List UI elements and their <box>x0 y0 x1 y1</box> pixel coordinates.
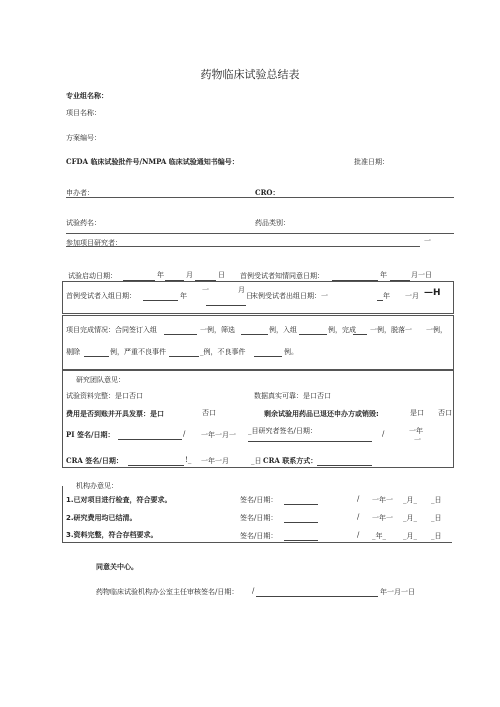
page-title: 药物临床试验总结表 <box>200 68 300 81</box>
last-exit-label: 末例受试者出组日期：一 <box>251 292 328 300</box>
first-enroll-day: 日 <box>246 292 253 300</box>
project-name-label: 项目名称： <box>66 109 101 117</box>
fee-no: 否口 <box>202 409 216 417</box>
first-enroll-blank <box>143 300 178 301</box>
plan-no-label: 方案编号： <box>66 134 101 142</box>
group-label: 专业组名称： <box>66 92 108 100</box>
last-exit-md: 一月 <box>405 292 419 300</box>
first-enroll-year: 年 <box>180 292 187 300</box>
data-real: 数据真实可靠：是口否口 <box>254 392 331 400</box>
director-date: 年一月一日 <box>380 588 415 596</box>
sponsor-underline <box>66 197 454 198</box>
director-sign-label: 药物临床试验机构办公室主任审核签名/日期： <box>96 588 239 596</box>
researcher-dash: 一 <box>414 436 421 444</box>
last-exit-year: 年 <box>383 292 390 300</box>
agree-close: 同意关中心。 <box>96 563 138 571</box>
remaining-drug: 剩余试验用药品已退还申办方或销毁: <box>264 410 379 418</box>
completion-line2-b: 例，严重不良事件 <box>110 348 166 356</box>
completion-box <box>62 315 454 370</box>
institution-slash-2: / <box>357 513 360 521</box>
cfda-label: CFDA 临床试验批件号/NMPA 临床试验通知书编号： <box>66 157 239 166</box>
exclude-blank <box>84 356 109 357</box>
institution-left-border <box>62 486 63 542</box>
first-enroll-month: 月 <box>238 286 245 294</box>
institution-item-2: 2.研究费用均已结清。 <box>66 514 137 522</box>
researcher-sign-label: _目研究者签名/日期： <box>248 427 317 435</box>
completion-line1-c: 例，入组 <box>269 326 297 334</box>
completion-line2-a: 剔除 <box>66 348 80 356</box>
contract-blank <box>164 334 197 335</box>
completion-line1-e: 一例，脱落一 <box>370 326 412 334</box>
cra-contact-label: CRA 联系方式： <box>263 456 318 465</box>
pi-sign-label: PI 签名/日期： <box>66 430 115 439</box>
institution-item-1: 1.已对项目进行检查，符合要求。 <box>66 496 172 504</box>
institution-title: 机构办意见： <box>76 482 118 490</box>
completion-line1-a: 项目完成情况：合同签订入组 <box>66 326 157 334</box>
researcher-slash: / <box>382 430 385 438</box>
cra-date: 一年一月 <box>201 457 229 465</box>
institution-year-3: _年_ <box>372 532 386 540</box>
pi-sign-blank <box>118 439 182 440</box>
drug-name-label: 试验药名： <box>66 219 101 227</box>
cra-day: _日 <box>251 457 262 465</box>
start-month: 月 <box>186 271 193 279</box>
sponsor-label: 申办者： <box>66 189 94 197</box>
cro-label: CRO： <box>255 188 280 197</box>
institution-item-3: 3.资料完整，符合存档要求。 <box>66 531 158 539</box>
first-enroll-dash: 一 <box>202 286 209 294</box>
first-consent-label: 首例受试者知情同意日期： <box>240 272 324 280</box>
institution-day-3: _日 <box>431 532 442 540</box>
researchers-tail: 一 <box>424 237 431 245</box>
institution-slash-3: / <box>357 531 360 539</box>
institution-slash-1: / <box>357 495 360 503</box>
director-slash: / <box>252 587 255 595</box>
researchers-label: 参加项目研究者： <box>66 239 122 247</box>
sae-blank <box>169 356 199 357</box>
researcher-year: 一年 <box>409 427 423 435</box>
first-consent-year: 年 <box>380 271 387 279</box>
complete-blank <box>353 334 367 335</box>
pi-slash: / <box>183 430 186 438</box>
remaining-no: 否口 <box>438 409 452 417</box>
start-year: 年 <box>157 271 164 279</box>
cra-sign-label: CRA 签名/日期： <box>66 456 123 465</box>
approval-date-label: 批准日期： <box>354 158 389 166</box>
ae-blank <box>254 356 282 357</box>
data-complete: 试验资料完整：是口否口 <box>66 392 143 400</box>
first-consent-md: 月一日 <box>411 271 432 279</box>
cra-mark: !_ <box>185 456 192 464</box>
institution-sign-1: 签名/日期： <box>240 496 278 504</box>
enroll-blank <box>299 334 327 335</box>
institution-month-3: _月_ <box>403 532 417 540</box>
start-date-label: 试验启动日期： <box>68 272 117 280</box>
director-sign-blank <box>256 596 378 597</box>
fee-settled: 费用是否到账并开具发票：是口 <box>66 410 164 418</box>
institution-sign-3: 签名/日期： <box>240 532 278 540</box>
institution-year-1: 一年一 <box>372 496 393 504</box>
completion-line2-d: 例。 <box>284 348 298 356</box>
institution-sign-blank-1 <box>284 504 318 505</box>
cra-contact-blank <box>317 465 372 466</box>
remaining-yes: 是口 <box>410 409 424 417</box>
drug-type-label: 药品类别： <box>255 219 290 227</box>
start-day: 日 <box>218 271 225 279</box>
institution-bottom-line <box>62 542 452 543</box>
completion-line1-d: 例，完成 <box>328 326 356 334</box>
institution-month-1: _月_ <box>403 496 417 504</box>
completion-line1-b: 一例，筛选 <box>200 326 235 334</box>
researchers-underline <box>66 246 420 247</box>
institution-sign-2: 签名/日期： <box>240 514 278 522</box>
team-title: 研究团队意见： <box>76 376 125 384</box>
drug-underline <box>66 233 454 234</box>
institution-day-1: _日 <box>431 496 442 504</box>
institution-sign-blank-3 <box>284 540 318 541</box>
institution-sign-blank-2 <box>284 522 318 523</box>
institution-day-2: _日 <box>431 514 442 522</box>
first-enroll-label: 首例受试者入组日期： <box>66 292 136 300</box>
first-enroll-month-blank <box>206 305 246 306</box>
researcher-sign-blank <box>248 441 372 442</box>
completion-line2-c: _例，不良事件 <box>200 348 246 356</box>
institution-month-2: _月_ <box>403 514 417 522</box>
cra-sign-blank <box>128 465 184 466</box>
screen-blank <box>241 334 268 335</box>
institution-year-2: 一年一 <box>372 514 393 522</box>
completion-line1-f: 一例， <box>426 326 447 334</box>
last-exit-h: —H <box>424 288 441 298</box>
pi-date: 一年一月一 <box>201 431 236 439</box>
